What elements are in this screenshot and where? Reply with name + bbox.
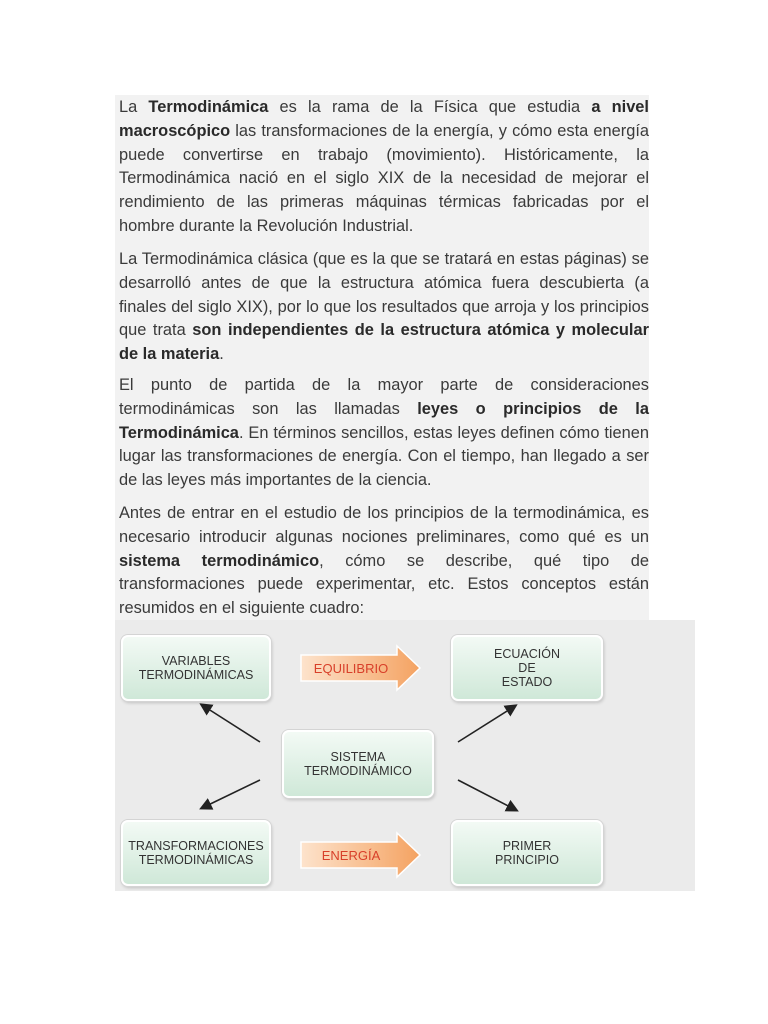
arrow-to-primer xyxy=(458,780,516,810)
p2-text-2: . xyxy=(219,345,224,364)
paragraph-2 xyxy=(119,248,649,367)
p3-text-1: El punto de partida de la mayor parte de consideraciones termodinámicas son las llamadas xyxy=(119,376,649,418)
p1-bold-1: Termodinámica xyxy=(148,98,269,116)
p1-text-2: es la rama de la Física que estudia xyxy=(268,98,592,116)
p2-bold-1: son independientes de la estructura atómica y molecular de la materia xyxy=(119,321,649,364)
ecuacion-box: ECUACIÓN DE ESTADO xyxy=(451,635,603,701)
p3-bold-1: leyes o principios de la Termodinámica xyxy=(119,399,649,442)
p4-text-1: Antes de entrar en el estudio de los principios de la termodinámica, es necesario introducir algunas nociones preliminares, como qué es un xyxy=(119,504,649,546)
transformaciones-box: TRANSFORMACIONES TERMODINÁMICAS xyxy=(121,820,271,886)
p2-text-1: La Termodinámica clásica (que es la que se tratará en estas páginas) se desarrolló antes de que la estructura atómica fuera descubierta (a finales del siglo XIX), por lo que los resultados que arroja y los principios que trata xyxy=(119,250,649,340)
arrow-to-variables xyxy=(202,705,260,742)
thermodynamics-diagram xyxy=(115,620,695,891)
article-text xyxy=(115,95,649,620)
p4-text-2: , cómo se describe, qué tipo de transformaciones puede experimentar, etc. Estos conceptos están resumidos en el siguiente cuadro: xyxy=(119,551,649,618)
energia-label: ENERGÍA xyxy=(321,847,381,863)
p4-bold-1: sistema termodinámico xyxy=(119,551,320,570)
paragraph-3 xyxy=(119,374,649,493)
p3-text-2: . En términos sencillos, estas leyes definen cómo tienen lugar las transformaciones de energía. Con el tiempo, han llegado a ser de las leyes más importantes de la ciencia. xyxy=(119,423,649,490)
p1-bold-2: a nivel macroscópico xyxy=(119,98,649,140)
p1-text-1: La xyxy=(119,98,149,116)
variables-box: VARIABLES TERMODINÁMICAS xyxy=(121,635,271,701)
arrow-to-transformaciones xyxy=(202,780,260,808)
primer-box: PRIMER PRINCIPIO xyxy=(451,820,603,886)
equilibrio-label: EQUILIBRIO xyxy=(313,660,389,676)
p1-text-3: las transformaciones de la energía, y cómo esta energía puede convertirse en trabajo (movimiento). Históricamente, la Termodinámica nació en el siglo XIX de la necesidad de mejorar el rendimiento de las primeras máquinas térmicas fabricadas por el hombre durante la Revolución Industrial. xyxy=(119,121,649,235)
paragraph-4 xyxy=(119,502,649,621)
arrow-to-ecuacion xyxy=(458,706,515,742)
sistema-box: SISTEMA TERMODINÁMICO xyxy=(282,730,434,798)
paragraph-1 xyxy=(119,96,649,239)
